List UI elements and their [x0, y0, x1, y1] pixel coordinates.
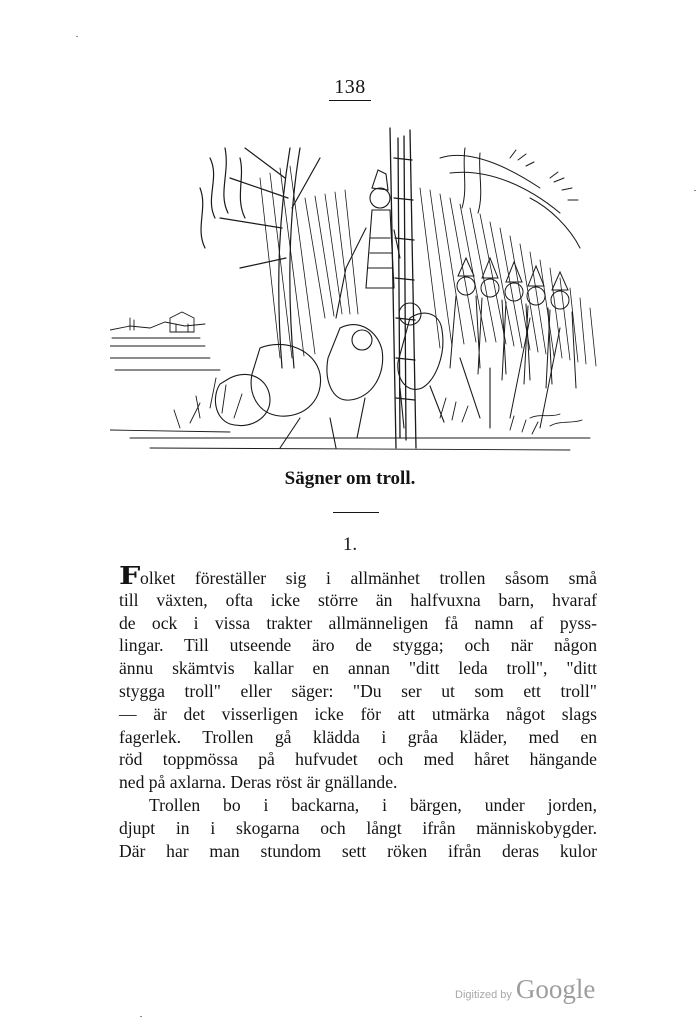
foreground-grass — [110, 378, 590, 450]
text-line: Där har man stundom sett röken ifrån deras kulor — [119, 840, 597, 861]
text-line: de ock i vissa trakter allmänneligen få namn af pyss- — [119, 612, 597, 633]
text-line: fagerlek. Trollen gå klädda i gråa kläder, med en — [119, 726, 597, 747]
distant-landscape — [110, 312, 220, 370]
page-number-underline — [329, 100, 371, 101]
chapter-title: Sägner om troll. — [284, 468, 416, 489]
text-line: Trollen bo i backarna, i bärgen, under jorden, — [149, 794, 597, 815]
forest-hatching — [260, 166, 596, 366]
digitized-by-google-watermark — [455, 974, 595, 1005]
section-number: 1. — [342, 534, 358, 555]
troll-group — [450, 258, 576, 428]
first-line-rest: olket föreställer sig i allmänhet trollen såsom små — [140, 568, 597, 588]
scan-speck — [694, 190, 696, 191]
page-number: 138 — [334, 76, 366, 98]
text-line: djupt in i skogarna och långt ifrån människobygder. — [119, 817, 597, 838]
text-line: ännu skämtvis kallar en annan "ditt leda troll", "ditt — [119, 658, 597, 679]
text-line: till växten, ofta icke större än halfvuxna barn, hvaraf — [119, 589, 597, 610]
title-divider — [333, 512, 379, 513]
digitized-label: Digitized by — [455, 989, 512, 1001]
text-line: ned på axlarna. Deras röst är gnällande. — [119, 772, 398, 793]
body-text — [119, 561, 597, 862]
right-foliage — [440, 148, 580, 248]
text-line: stygga troll" eller säger: "Du ser ut som ett troll" — [119, 680, 597, 701]
text-line: lingar. Till utseende äro de stygga; och när någon — [119, 635, 597, 656]
google-logo: Google — [515, 974, 596, 1004]
troll-engraving-illustration — [110, 118, 606, 460]
text-line: röd toppmössa på hufvudet och med håret hängande — [119, 749, 597, 770]
text-line — [119, 561, 597, 590]
scan-speck — [140, 1016, 142, 1017]
drop-cap-letter: F — [119, 561, 141, 590]
text-line: — är det visserligen icke för att utmärka något slags — [119, 703, 597, 724]
scan-speck — [76, 36, 78, 37]
